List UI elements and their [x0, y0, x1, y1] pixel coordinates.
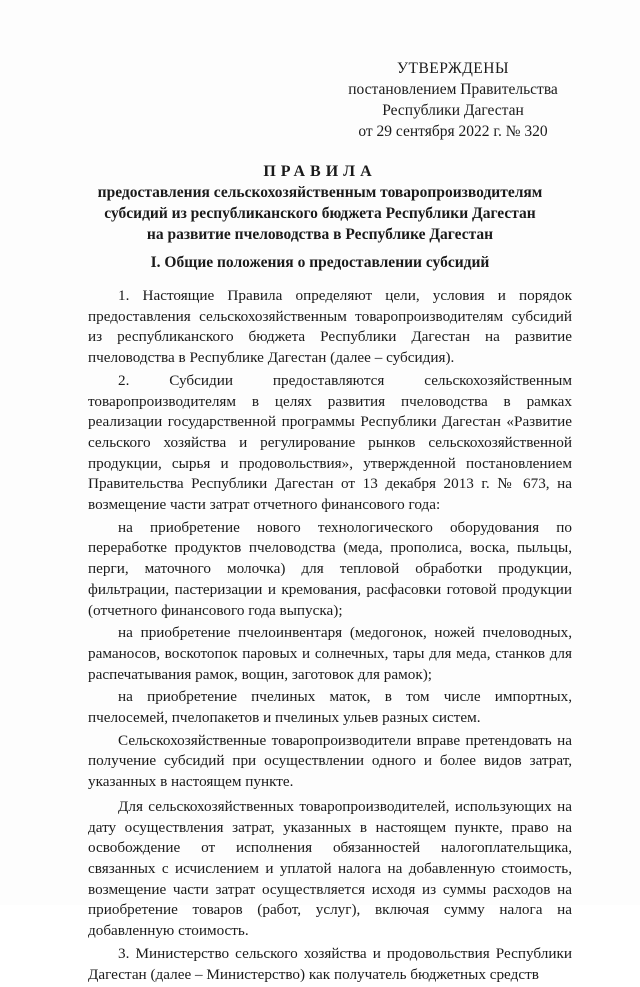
- paragraph-5: на приобретение пчелиных маток, в том числе импортных, пчелосемей, пчелопакетов и пчелиных ульев разных систем.: [88, 688, 572, 727]
- approval-line-3: от 29 сентября 2022 г. № 320: [358, 123, 548, 140]
- document-subtitle-line-1: предоставления сельскохозяйственным товаропроизводителям: [97, 184, 543, 201]
- document-body: [88, 286, 572, 987]
- paragraph-7: Для сельскохозяйственных товаропроизводителей, использующих на дату осуществления затрат, указанных в настоящем пункте, право на освобождение от исполнения обязанностей налогоплательщика, связанных с исчислением и уплатой налога на добавленную стоимость, возмещение части затрат осуществляется исходя из суммы расходов на приобретение товаров (работ, услуг), включая сумму налога на добавленную стоимость.: [88, 797, 572, 940]
- approval-stamp-block: [338, 58, 568, 142]
- section-heading: I. Общие положения о предоставлении субсидий: [150, 254, 490, 271]
- approval-line-2: Республики Дагестан: [382, 102, 524, 119]
- document-subtitle-line-2: субсидий из республиканского бюджета Республики Дагестан: [104, 205, 536, 222]
- paragraph-1: 1. Настоящие Правила определяют цели, условия и порядок предоставления сельскохозяйственным товаропроизводителям субсидий из республиканского бюджета Республики Дагестан на развитие пчеловодства в Республике Дагестан (далее – субсидия).: [88, 287, 572, 367]
- document-subtitle-line-3: на развитие пчеловодства в Республике Дагестан: [146, 226, 494, 243]
- paragraph-4: на приобретение пчелоинвентаря (медогонок, ножей пчеловодных, раманосов, воскотопок паровых и солнечных, тары для меда, станков для распечатывания рамок, вощин, заготовок для рамок);: [88, 624, 572, 683]
- paragraph-2: 2. Субсидии предоставляются сельскохозяйственным товаропроизводителям в целях развития пчеловодства в рамках реализации государственной программы Республики Дагестан «Развитие сельского хозяйства и регулирование рынков сельскохозяйственной продукции, сырья и продовольствия», утвержденной постановлением Правительства Республики Дагестан от 13 декабря 2013 г. № 673, на возмещение части затрат отчетного финансового года:: [88, 371, 572, 514]
- paragraph-3: на приобретение нового технологического оборудования по переработке продуктов пчеловодства (меда, прополиса, воска, пыльцы, перги, маточного молочка) для тепловой обработки продукции, фильтрации, пастеризации и кремования, расфасовки готовой продукции (отчетного финансового года выпуска);: [88, 518, 572, 619]
- paragraph-8: 3. Министерство сельского хозяйства и продовольствия Республики Дагестан (далее – Министерство) как получатель бюджетных средств: [88, 944, 572, 983]
- approval-heading: УТВЕРЖДЕНЫ: [397, 60, 509, 77]
- document-title: ПРАВИЛА: [263, 163, 377, 180]
- paragraph-6: Сельскохозяйственные товаропроизводители вправе претендовать на получение субсидий при осуществлении одного и более видов затрат, указанных в настоящем пункте.: [88, 731, 572, 791]
- document-title-block: [70, 161, 570, 245]
- approval-line-1: постановлением Правительства: [348, 81, 558, 98]
